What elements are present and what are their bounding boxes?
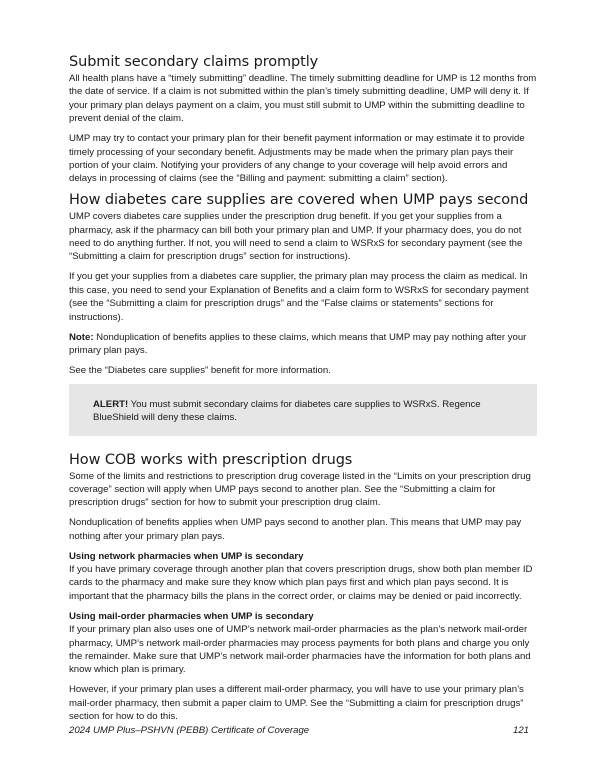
alert-text: You must submit secondary claims for diabetes care supplies to WSRxS. Regence BlueShield will deny these claims. — [93, 398, 481, 424]
page-number: 121 — [512, 725, 529, 736]
paragraph: Nonduplication of benefits applies when UMP pays second to another plan. This means that UMP may pay nothing after your primary plan pays. — [69, 517, 522, 542]
paragraph: However, if your primary plan uses a different mail-order pharmacy, you will have to use your primary plan’s mail-order pharmacy, then submit a paper claim to UMP. See the “Submitting a claim for prescription drugs” section for how to do this. — [69, 684, 524, 723]
paragraph: Some of the limits and restrictions to prescription drug coverage listed in the “Limits on your prescription drug coverage” section will apply when UMP pays second to another plan. See the “Submitting a claim for prescription drugs” section for how to submit your prescription drug claim. — [69, 470, 531, 509]
section-heading-cob-prescription: How COB works with prescription drugs — [69, 451, 353, 468]
footer-title: 2024 UMP Plus–PSHVN (PEBB) Certificate of Coverage — [69, 725, 310, 736]
note-label: Note: — [69, 331, 94, 343]
section-heading-secondary-claims: Submit secondary claims promptly — [69, 54, 319, 70]
subheading-mail-order: Using mail-order pharmacies when UMP is secondary — [69, 610, 314, 622]
note-text: Nonduplication of benefits applies to these claims, which means that UMP may pay nothing after your primary plan pays. — [69, 331, 527, 356]
alert-paragraph — [93, 398, 513, 425]
paragraph: If your primary plan also uses one of UMP’s network mail-order pharmacies as the plan’s network mail-order pharmacy, UMP’s network mail-order pharmacies may process payments for both plans and charge you only the remainder. Make sure that UMP’s network mail-order pharmacies have the information for both plans and know which plan is primary. — [69, 624, 531, 676]
page-footer — [69, 725, 529, 737]
paragraph: UMP covers diabetes care supplies under the prescription drug benefit. If you get your supplies from a pharmacy, ask if the pharmacy can bill both your primary plan and UMP. If your pharmacy does, you do not need to do anything further. If not, you will need to send a claim to WSRxS for secondary payment (see the “Submitting a claim for prescription drugs” section for instructions). — [69, 211, 523, 263]
paragraph: UMP may try to contact your primary plan for their benefit payment information or may estimate it to provide timely processing of your secondary benefit. Adjustments may be made when the primary plan pays their portion of your claim. Notifying your providers of any change to your coverage will help avoid errors and delays in processing of claims (see the “Billing and payment: submitting a claim” section). — [69, 133, 525, 185]
paragraph: If you have primary coverage through another plan that covers prescription drugs, show both plan member ID cards to the pharmacy and make sure they know which plan pays first and which plan pays second. It is important that the pharmacy bills the plans in the correct order, or claims may be denied or paid incorrectly. — [69, 563, 533, 602]
subheading-network-pharmacies: Using network pharmacies when UMP is secondary — [69, 550, 304, 562]
note-paragraph — [69, 331, 537, 358]
alert-label: ALERT! — [93, 398, 129, 410]
alert-box — [69, 384, 537, 436]
paragraph: See the “Diabetes care supplies” benefit for more information. — [69, 364, 331, 376]
paragraph: All health plans have a “timely submitting” deadline. The timely submitting deadline for UMP is 12 months from the date of service. If a claim is not submitted within the plan’s timely submitting deadline, UMP will deny it. If your primary plan delays payment on a claim, you must still submit to UMP within the submitting deadline to prevent denial of the claim. — [69, 73, 537, 125]
paragraph: If you get your supplies from a diabetes care supplier, the primary plan may process the claim as medical. In this case, you need to send your Explanation of Benefits and a claim form to WSRxS for secondary payment (see the “Submitting a claim for prescription drugs” and the “False claims or statements” sections for instructions). — [69, 271, 529, 323]
page-content — [69, 54, 537, 730]
section-heading-diabetes-supplies: How diabetes care supplies are covered when UMP pays second — [69, 192, 529, 209]
